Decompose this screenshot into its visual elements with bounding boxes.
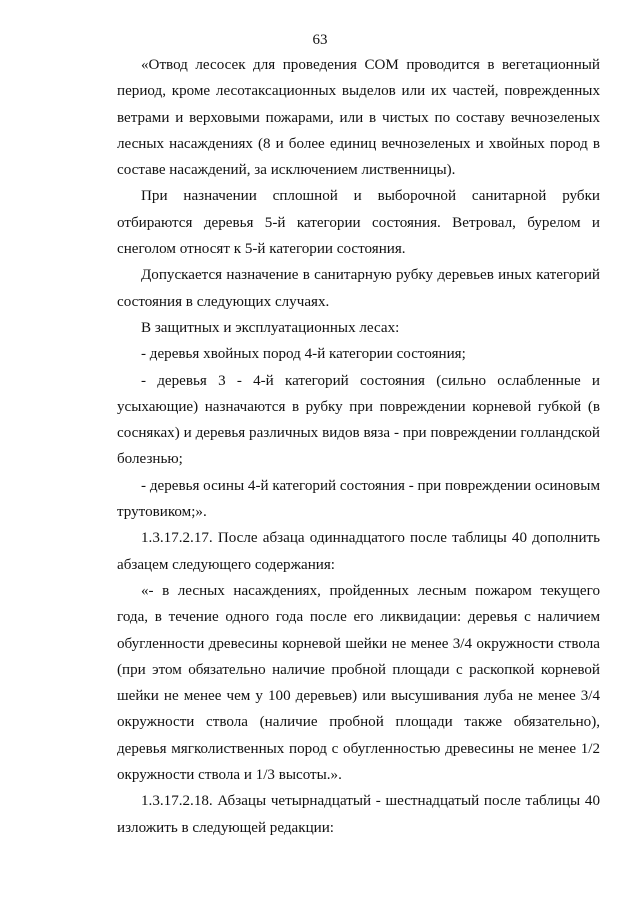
paragraph-other-categories: Допускается назначение в санитарную рубку деревьев иных категорий состояния в следующих случаях. [117,267,600,310]
paragraph-felling-allocation: «Отвод лесосек для проведения СОМ проводится в вегетационный период, кроме лесотаксационных выделов или их частей, поврежденных ветрами и верховыми пожарами, или в чистых по составу вечнозеленых лесных насаждениях (8 и более единиц вечнозеленых и хвойных пород в составе насаждений, за исключением лиственницы). [117,57,600,179]
page-number: 63 [312,32,328,48]
paragraph-root-fungus: - деревья 3 - 4-й категорий состояния (сильно ослабленные и усыхающие) назначаются в рубку при повреждении корневой губкой (в сосняках) и деревья различных видов вяза - при повреждении голландской болезнью; [117,372,600,468]
paragraph-protective-forests: В защитных и эксплуатационных лесах: [141,319,400,336]
paragraph-amendment-18: 1.3.17.2.18. Абзацы четырнадцатый - шестнадцатый после таблицы 40 изложить в следующей редакции: [117,793,600,836]
document-body [117,52,600,841]
paragraph-conifers: - деревья хвойных пород 4-й категории состояния; [141,346,466,363]
paragraph-sanitary-felling: При назначении сплошной и выборочной санитарной рубки отбираются деревья 5-й категории состояния. Ветровал, бурелом и снеголом относят к 5-й категории состояния. [117,188,600,258]
paragraph-aspen: - деревья осины 4-й категорий состояния - при повреждении осиновым трутовиком;». [117,477,600,521]
paragraph-amendment-17: 1.3.17.2.17. После абзаца одиннадцатого после таблицы 40 дополнить абзацем следующего содержания: [117,530,600,573]
paragraph-fire-damage: «- в лесных насаждениях, пройденных лесным пожаром текущего года, в течение одного года после его ликвидации: деревья с наличием обугленности древесины корневой шейки не менее 3/4 окружности ствола (при этом обязательно наличие пробной площади с раскопкой корневой шейки не менее чем у 100 деревьев) или высушивания луба не менее 3/4 окружности ствола (наличие пробной площади также обязательно), деревья мягколиственных пород с обугленностью древесины не менее 1/2 окружности ствола и 1/3 высоты.». [117,582,600,784]
